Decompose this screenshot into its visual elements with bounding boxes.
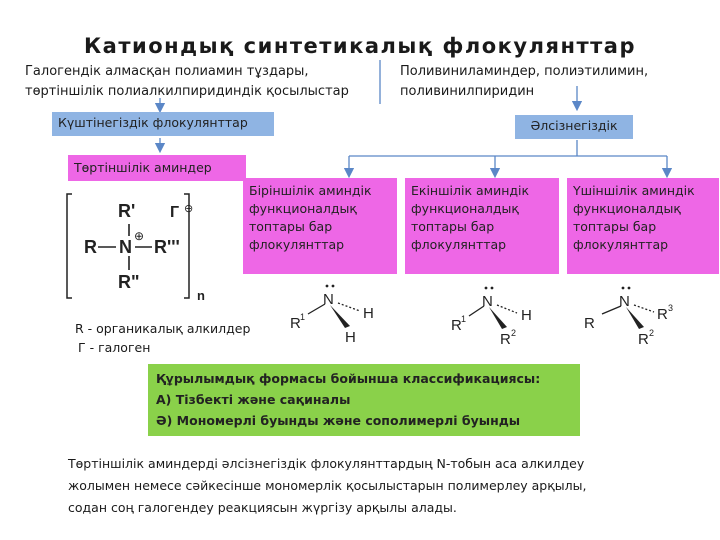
classification-line2: А) Тізбекті және сақиналы	[156, 392, 351, 407]
secondary-r1: R	[451, 317, 462, 334]
quat-r-bottom: R"	[118, 272, 140, 292]
primary-bond-h1	[338, 303, 360, 311]
primary-n: N	[323, 291, 334, 308]
primary-h2: H	[345, 329, 356, 346]
right-header-line1: Поливиниламиндер, полиэтилимин,	[400, 64, 649, 79]
quat-r-top: R'	[118, 201, 136, 221]
secondary-wedge-bond	[489, 307, 507, 329]
primary-amine-structure	[280, 278, 395, 346]
tertiary-r: R	[584, 315, 595, 332]
tertiary-r2: R	[638, 331, 649, 348]
secondary-h: H	[521, 307, 532, 324]
secondary-box-line2: функционалдық	[411, 201, 519, 216]
secondary-r2-sup: 2	[511, 328, 517, 338]
tertiary-box-line3: топтары бар	[573, 219, 657, 234]
paragraph-line2: жолымен немесе сәйкесінше мономерлік қосылыстарын полимерлеу арқылы,	[68, 478, 587, 493]
secondary-r2: R	[500, 331, 511, 348]
secondary-box-line1: Екіншілік аминдік	[411, 183, 530, 198]
tertiary-r3-sup: 3	[668, 303, 674, 313]
quat-n: N	[119, 237, 132, 257]
diagram-title: Катиондық синтетикалық флокулянттар	[83, 34, 636, 58]
paragraph-line3: содан соң галогендеу реакциясын жүргізу арқылы алады.	[68, 500, 457, 515]
tertiary-amine-box	[567, 178, 719, 274]
strong-base-label: Күштінегіздік флокулянттар	[58, 115, 248, 130]
left-header-line1: Галогендік алмасқан полиамин тұздары,	[25, 64, 309, 79]
paragraph-line1: Төртіншілік аминдерді әлсізнегіздік флокулянттардың N-тобын аса алкилдеу	[68, 456, 585, 471]
primary-r: R	[290, 315, 301, 332]
primary-box-line4: флокулянттар	[249, 237, 345, 252]
primary-bond-r	[308, 304, 325, 314]
primary-box-line1: Біріншілік аминдік	[249, 183, 372, 198]
secondary-r1-sup: 1	[461, 314, 467, 324]
secondary-bond-h	[497, 305, 517, 313]
secondary-amine-box	[405, 178, 559, 274]
quat-minus-charge: ⊖	[184, 203, 194, 215]
description-paragraph	[68, 453, 708, 519]
tertiary-amine-structure	[580, 280, 700, 348]
secondary-bond-r1	[469, 306, 484, 316]
quat-r-left: R	[84, 237, 97, 257]
tertiary-wedge-bond	[626, 307, 644, 329]
secondary-amine-structure	[445, 280, 560, 348]
quat-subscript-n: n	[197, 288, 205, 303]
g-legend-note: Г - галоген	[78, 340, 151, 355]
primary-box-line3: топтары бар	[249, 219, 333, 234]
tertiary-r3: R	[657, 306, 668, 323]
right-header-line2: поливинилпиридин	[400, 84, 535, 99]
quat-r-right: R'''	[154, 237, 180, 257]
secondary-n: N	[482, 293, 493, 310]
primary-r-sup: 1	[300, 312, 306, 322]
tertiary-box-line2: функционалдық	[573, 201, 681, 216]
tertiary-box-line1: Үшіншілік аминдік	[573, 183, 695, 198]
quaternary-amines-label: Төртіншілік аминдер	[74, 160, 212, 175]
classification-line3: Ә) Мономерлі буынды және сополимерлі буынды	[156, 413, 521, 428]
tertiary-bond-r	[602, 306, 621, 314]
primary-amine-box	[243, 178, 397, 274]
tertiary-n: N	[619, 293, 630, 310]
secondary-box-line3: топтары бар	[411, 219, 495, 234]
left-bracket	[67, 194, 72, 298]
quat-anion: Г	[170, 204, 180, 221]
tertiary-box-line4: флокулянттар	[573, 237, 669, 252]
quat-plus-charge: ⊕	[134, 229, 145, 243]
strong-base-box	[52, 112, 274, 136]
quaternary-ammonium-structure	[62, 188, 222, 306]
left-header-line2: төртіншілік полиалкилпиридиндік қосылыстар	[25, 84, 349, 99]
weak-base-box	[515, 115, 633, 139]
tertiary-bond-r3	[634, 305, 654, 312]
primary-wedge-bond	[330, 305, 350, 328]
tertiary-r2-sup: 2	[649, 328, 655, 338]
weak-base-label: Әлсізнегіздік	[530, 118, 618, 133]
primary-box-line2: функционалдық	[249, 201, 357, 216]
quaternary-amines-box	[68, 155, 246, 181]
r-legend-note: R - органикалық алкилдер	[75, 321, 251, 336]
classification-line1: Құрылымдық формасы бойынша классификациясы:	[156, 371, 541, 386]
primary-h1: H	[363, 305, 374, 322]
secondary-box-line4: флокулянттар	[411, 237, 507, 252]
classification-box	[148, 364, 580, 436]
